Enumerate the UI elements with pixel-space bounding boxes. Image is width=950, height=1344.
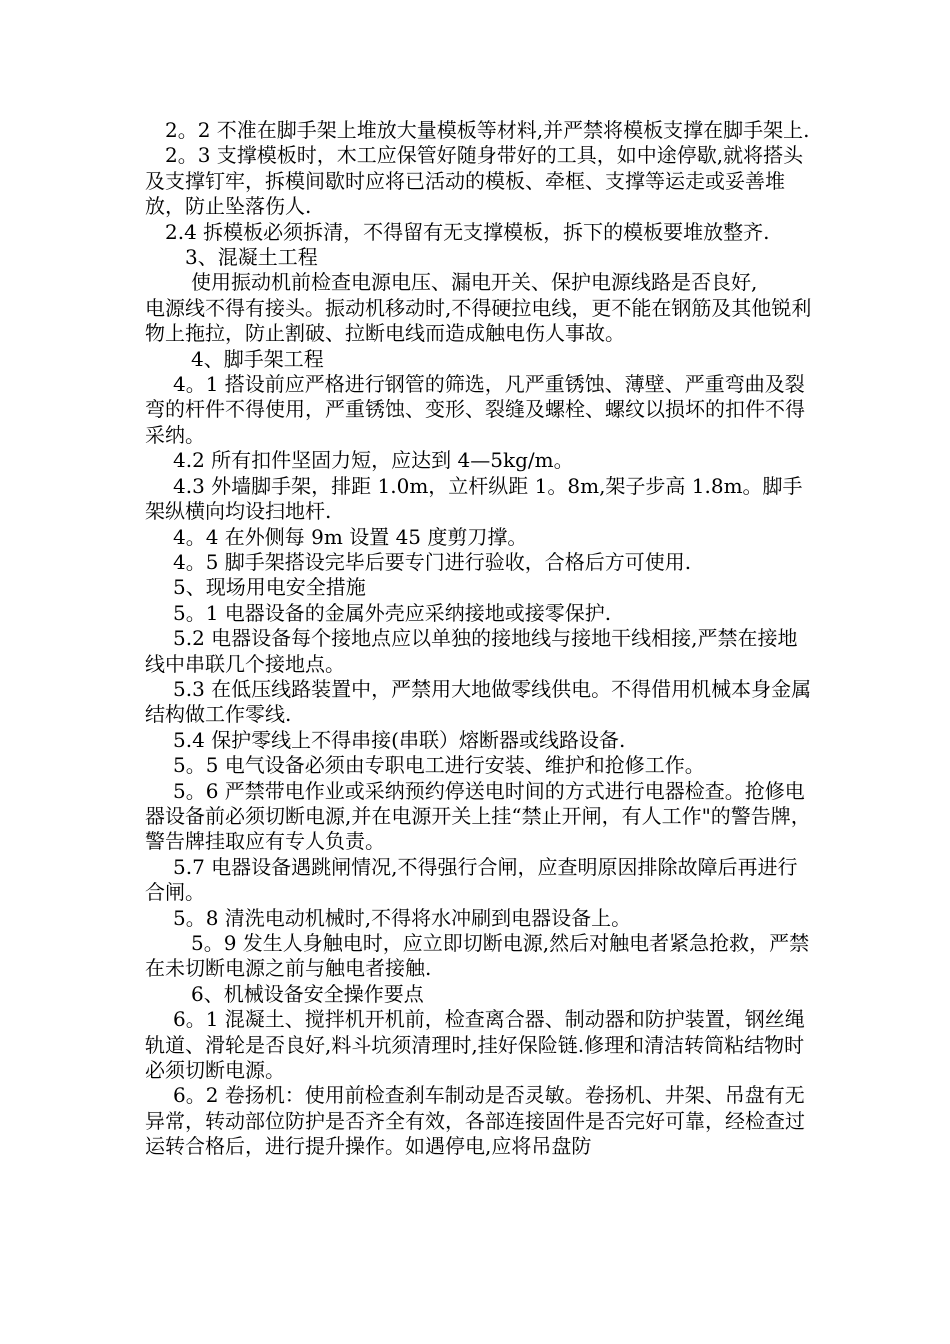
paragraph-5-9: 5。9 发生人身触电时，应立即切断电源,然后对触电者紧急抢救，严禁在未切断电源之前与触电者接触. <box>145 931 810 981</box>
paragraph-4-1: 4。1 搭设前应严格进行钢管的筛选，凡严重锈蚀、薄壁、严重弯曲及裂弯的杆件不得使用，严重锈蚀、变形、裂缝及螺栓、螺纹以损坏的扣件不得采纳。 <box>145 372 805 447</box>
paragraph-4-5: 4。5 脚手架搭设完毕后要专门进行验收，合格后方可使用. <box>173 549 692 574</box>
paragraph-2-4: 2.4 拆模板必须拆清，不得留有无支撑模板，拆下的模板要堆放整齐. <box>165 219 770 244</box>
heading-3-concrete: 3、混凝土工程 <box>185 245 318 270</box>
paragraph-4-2: 4.2 所有扣件坚固力短，应达到 4—5kg/m。 <box>173 448 574 473</box>
heading-6-machinery: 6、机械设备安全操作要点 <box>191 981 424 1006</box>
paragraph-3-vibrator: 使用振动机前检查电源电压、漏电开关、保护电源线路是否良好, <box>191 270 758 295</box>
heading-4-scaffold: 4、脚手架工程 <box>191 346 324 371</box>
paragraph-6-2: 6。2 卷扬机：使用前检查刹车制动是否灵敏。卷扬机、井架、吊盘有无异常，转动部位防护是否齐全有效，各部连接固件是否完好可靠，经检查过运转合格后，进行提升操作。如遇停电,应将吊盘防 <box>145 1083 805 1159</box>
paragraph-2-2: 2。2 不准在脚手架上堆放大量模板等材料,并严禁将模板支撑在脚手架上. <box>165 118 810 142</box>
paragraph-5-4: 5.4 保护零线上不得串接(串联）熔断器或线路设备. <box>173 727 626 752</box>
paragraph-2-3: 2。3 支撑模板时，木工应保管好随身带好的工具，如中途停歇,就将搭头及支撑钉牢，拆模间歇时应将已活动的模板、牵框、支撑等运走或妥善堆放，防止坠落伤人. <box>145 143 804 219</box>
paragraph-4-3: 4.3 外墙脚手架，排距 1.0m，立杆纵距 1。8m,架子步高 1.8m。脚手架纵横向均设扫地杆. <box>145 473 803 524</box>
document-body <box>145 118 817 1160</box>
paragraph-5-5: 5。5 电气设备必须由专职电工进行安装、维护和抢修工作。 <box>173 753 705 778</box>
paragraph-5-8: 5。8 清洗电动机械时,不得将水冲刷到电器设备上。 <box>173 905 632 930</box>
paragraph-3-cable: 电源线不得有接头。振动机移动时,不得硬拉电线，更不能在钢筋及其他锐利物上拖拉，防止割破、拉断电线而造成触电伤人事故。 <box>145 295 812 346</box>
paragraph-5-2: 5.2 电器设备每个接地点应以单独的接地线与接地干线相接,严禁在接地线中串联几个接地点。 <box>145 626 798 676</box>
paragraph-6-1: 6。1 混凝土、搅拌机开机前，检查离合器、制动器和防护装置，钢丝绳轨道、滑轮是否良好,料斗坑须清理时,挂好保险链.修理和清洁转筒粘结物时必须切断电源。 <box>145 1007 805 1083</box>
paragraph-4-4: 4。4 在外侧每 9m 设置 45 度剪刀撑。 <box>173 524 528 549</box>
paragraph-5-1: 5。1 电器设备的金属外壳应采纳接地或接零保护. <box>173 600 612 625</box>
paragraph-5-3: 5.3 在低压线路装置中，严禁用大地做零线供电。不得借用机械本身金属结构做工作零线. <box>145 676 812 727</box>
paragraph-5-7: 5.7 电器设备遇跳闸情况,不得强行合闸，应查明原因排除故障后再进行合闸。 <box>145 854 798 905</box>
paragraph-5-6: 5。6 严禁带电作业或采纳预约停送电时间的方式进行电器检查。抢修电器设备前必须切断电源,并在电源开关上挂“禁止开闸，有人工作"的警告牌，警告牌挂取应有专人负责。 <box>145 778 811 854</box>
heading-5-electric: 5、现场用电安全措施 <box>173 575 366 600</box>
